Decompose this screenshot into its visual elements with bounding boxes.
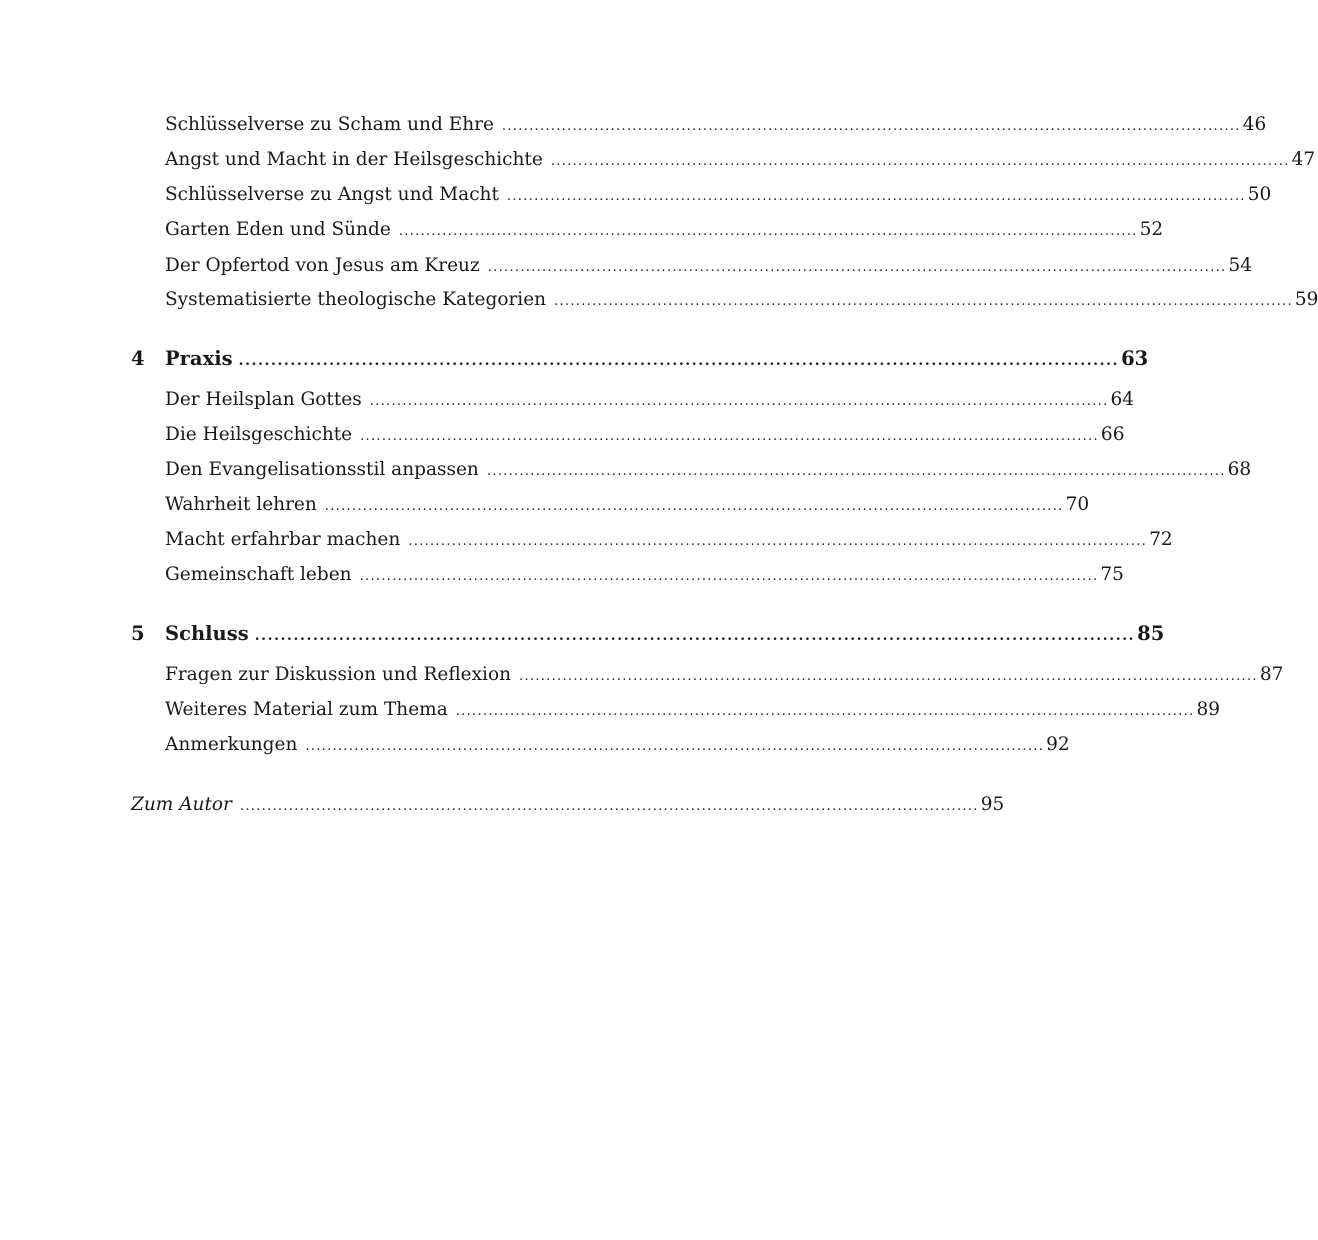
toc-page-number: 95 (980, 794, 1005, 815)
toc-page-number: 72 (1149, 529, 1173, 550)
chapter-number: 5 (131, 622, 145, 645)
toc-entry-title: Anmerkungen (165, 734, 298, 755)
toc-entry-author[interactable] (131, 794, 1005, 815)
toc-page-number: 64 (1110, 389, 1135, 410)
toc-page-number: 46 (1242, 114, 1267, 135)
toc-entry[interactable] (165, 255, 1253, 276)
toc-entry-title: Garten Eden und Sünde (165, 219, 391, 240)
chapter-title: Praxis (165, 347, 233, 370)
toc-entry[interactable] (165, 184, 1272, 205)
toc-page-number: 68 (1227, 459, 1252, 480)
toc-entry[interactable] (165, 564, 1124, 585)
toc-entry[interactable] (165, 459, 1252, 480)
toc-chapter-schluss[interactable] (131, 622, 1165, 645)
chapter-number: 4 (131, 347, 145, 370)
toc-page-number: 63 (1121, 347, 1149, 370)
toc-entry-title: Der Heilsplan Gottes (165, 389, 362, 410)
toc-page-number: 87 (1259, 664, 1284, 685)
toc-entry-title: Schlüsselverse zu Angst und Macht (165, 184, 499, 205)
toc-entry[interactable] (165, 219, 1164, 240)
toc-entry-title: Wahrheit lehren (165, 494, 317, 515)
toc-entry-title: Fragen zur Diskussion und Reflexion (165, 664, 512, 685)
dot-leader: ........................................................................................................................................ (501, 119, 1241, 134)
toc-entry-title: Systematisierte theologische Kategorien (165, 289, 547, 310)
toc-page-number: 47 (1291, 149, 1316, 170)
toc-entry-title: Weiteres Material zum Thema (165, 699, 448, 720)
toc-entry-title: Schlüsselverse zu Scham und Ehre (165, 114, 494, 135)
dot-leader: ........................................................................................................................................ (550, 154, 1290, 169)
dot-leader: ........................................................................................................................................ (369, 394, 1109, 409)
toc-page-number: 54 (1228, 255, 1253, 276)
dot-leader: ........................................................................................................................................ (360, 429, 1099, 444)
toc-entry-title: Gemeinschaft leben (165, 564, 352, 585)
toc-entry-title: Zum Autor (131, 794, 232, 815)
toc-entry-title: Die Heilsgeschichte (165, 424, 353, 445)
dot-leader: ........................................................................................................................................ (305, 739, 1045, 754)
dot-leader: ........................................................................................................................................ (519, 669, 1258, 684)
dot-leader: ........................................................................................................................................ (359, 569, 1099, 584)
toc-entry-title: Macht erfahrbar machen (165, 529, 401, 550)
dot-leader: ........................................................................................................................................ (506, 189, 1246, 204)
toc-entry[interactable] (165, 114, 1267, 135)
toc-page-number: 92 (1046, 734, 1070, 755)
dot-leader: ........................................................................................................................................ (408, 534, 1148, 549)
toc-page-number: 89 (1196, 699, 1221, 720)
toc-page-number: 59 (1294, 289, 1318, 310)
toc-page-number: 52 (1139, 219, 1164, 240)
toc-page-number: 66 (1100, 424, 1125, 445)
toc-page-number: 85 (1137, 622, 1165, 645)
dot-leader: ........................................................................................................................................ (554, 294, 1293, 309)
toc-entry-title: Angst und Macht in der Heilsgeschichte (165, 149, 543, 170)
toc-entry[interactable] (165, 289, 1318, 310)
toc-entry-title: Den Evangelisationsstil anpassen (165, 459, 479, 480)
toc-entry[interactable] (165, 529, 1173, 550)
toc-entry[interactable] (165, 389, 1135, 410)
toc-entry[interactable] (165, 494, 1090, 515)
dot-leader: ........................................................................................................................................ (324, 499, 1064, 514)
dot-leader: ........................................................................................................................................ (486, 464, 1226, 479)
chapter-title: Schluss (165, 622, 249, 645)
toc-page-number: 75 (1100, 564, 1124, 585)
dot-leader: ........................................................................................................................................ (239, 799, 979, 814)
dot-leader: ........................................................................................................................................ (487, 260, 1227, 275)
toc-page-number: 70 (1065, 494, 1090, 515)
toc-entry[interactable] (165, 149, 1316, 170)
toc-entry-title: Der Opfertod von Jesus am Kreuz (165, 255, 480, 276)
toc-entry[interactable] (165, 424, 1125, 445)
toc-chapter-praxis[interactable] (131, 347, 1149, 370)
toc-page-number: 50 (1247, 184, 1272, 205)
dot-leader: ........................................................................................................................................ (455, 704, 1195, 719)
dot-leader: ........................................................................................................................................ (254, 628, 1136, 644)
toc-entry[interactable] (165, 664, 1284, 685)
dot-leader: ........................................................................................................................................ (398, 224, 1138, 239)
dot-leader: ........................................................................................................................................ (238, 353, 1120, 369)
toc-entry[interactable] (165, 699, 1221, 720)
toc-entry[interactable] (165, 734, 1070, 755)
